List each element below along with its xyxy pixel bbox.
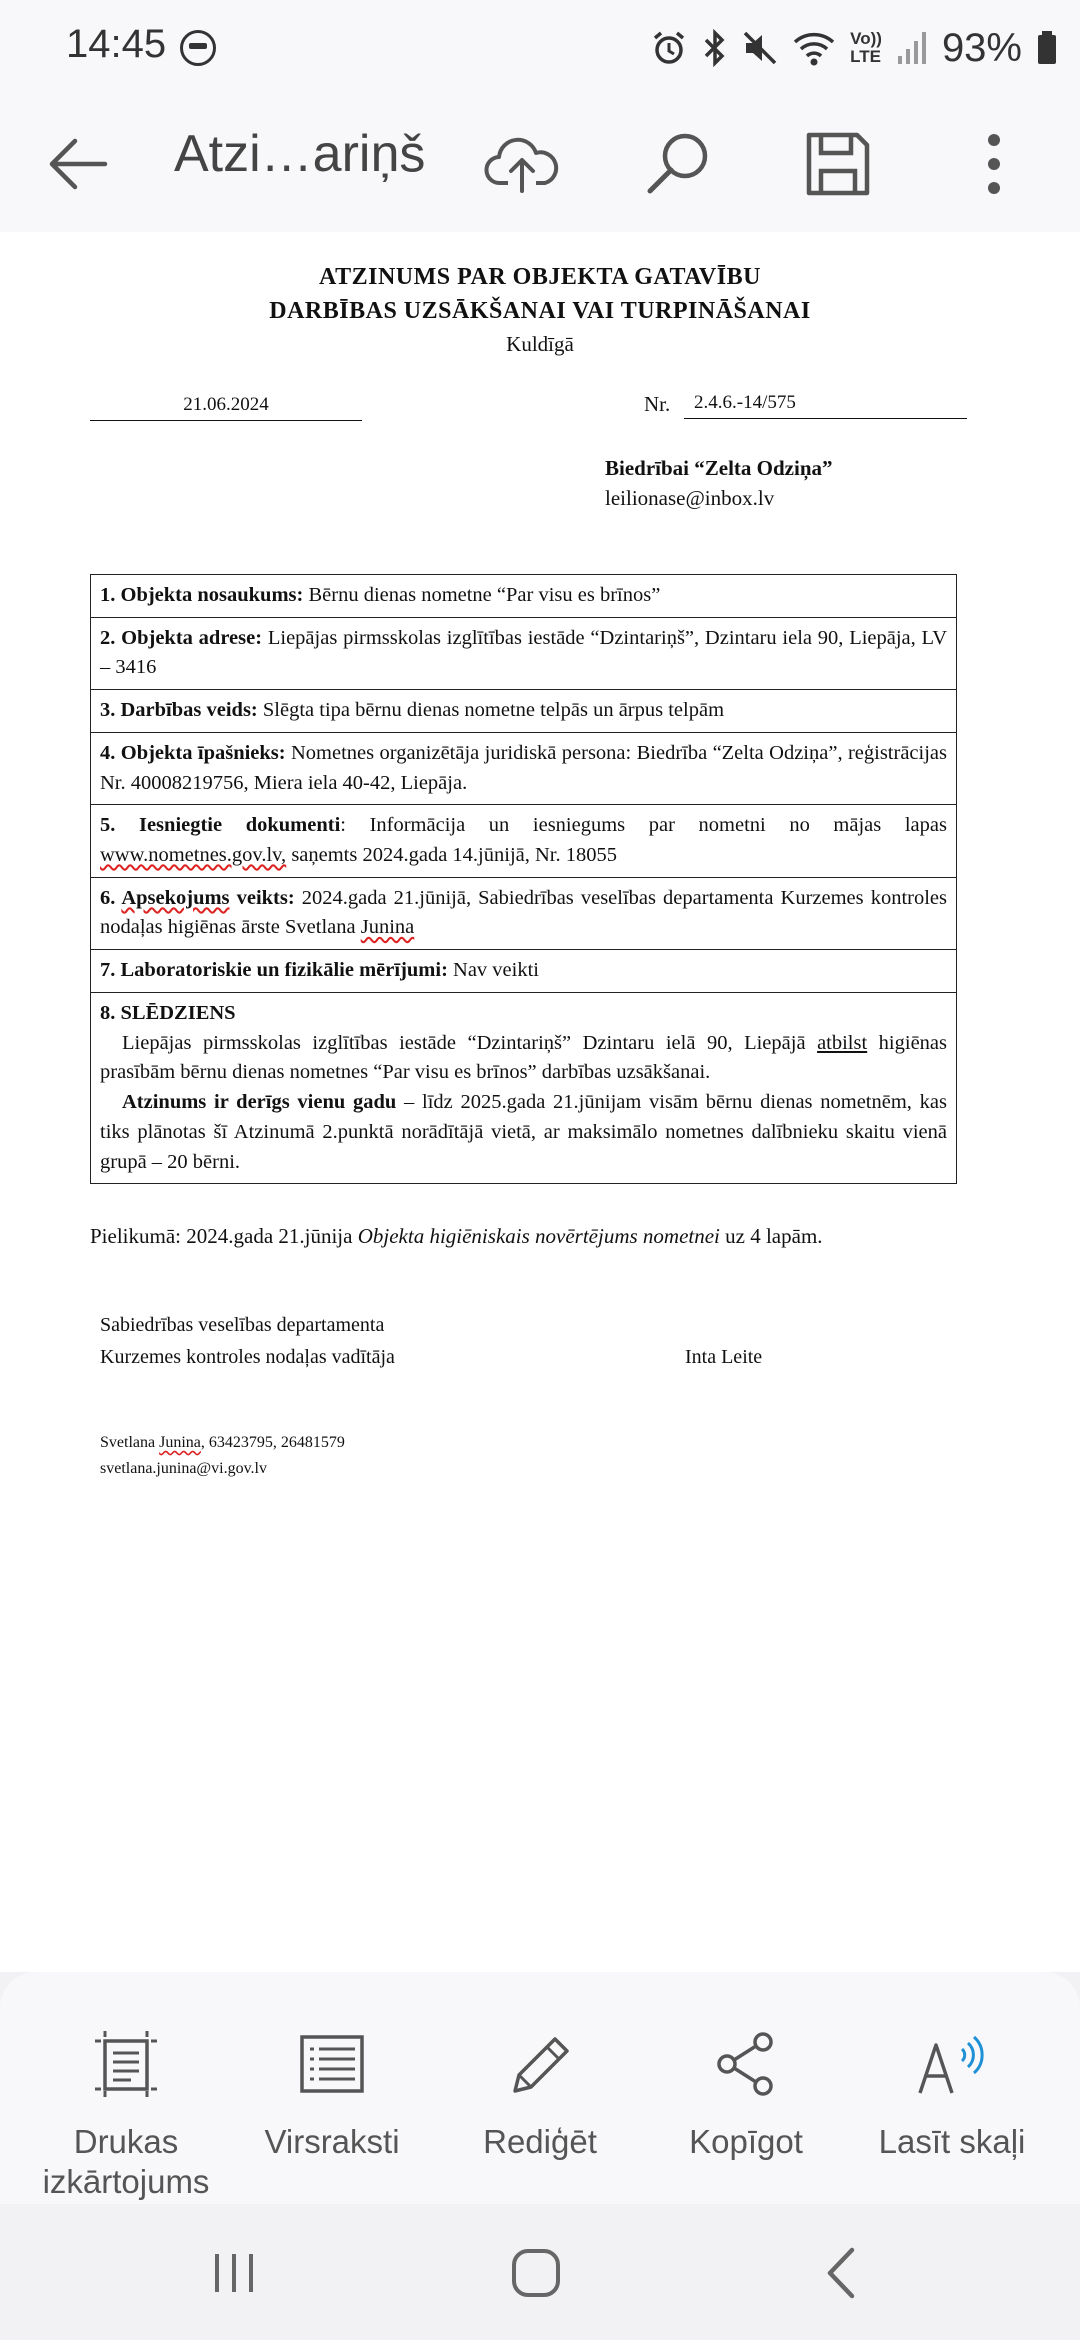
navigation-bar: [0, 2204, 1080, 2340]
table-row: [91, 950, 957, 993]
attachment-text: uz 4 lapām.: [719, 1224, 823, 1248]
doc-nr-value: 2.4.6.-14/575: [684, 392, 967, 419]
row-text: Liepājas pirmsskolas izglītības iestāde “Dzintariņš”, Dzintaru iela 90, Liepāja, LV – 3416: [100, 626, 947, 679]
edit-button[interactable]: [440, 2024, 640, 2162]
signer-name: Inta Leite: [685, 1346, 763, 1368]
face-icon: [180, 30, 216, 66]
table-row: [91, 877, 957, 949]
read-aloud-button[interactable]: [852, 2024, 1052, 2162]
website-link: www.nometnes.gov.lv,: [100, 844, 287, 867]
row-label-number: 6.: [100, 886, 122, 909]
row-label-rest: veikts:: [229, 886, 295, 909]
cloud-upload-icon: [484, 131, 560, 197]
conclusion-paragraph-1: [100, 1029, 947, 1088]
object-table: [90, 574, 957, 1184]
recipient-email: leilionase@inbox.lv: [605, 486, 775, 510]
validity-text: – līdz 2025.gada 21.jūnijam visām bērnu dienas nometnēm, kas tiks plānotas šī Atzinumā 2.punktā norādītājā vietā, ar maksimālo nometnes dalībnieku skaitu vienā grupā – 20 bērni.: [100, 1091, 947, 1173]
tool-label: Drukas: [73, 2123, 179, 2160]
row-label: 2. Objekta adrese:: [100, 626, 263, 649]
search-button[interactable]: [630, 116, 726, 212]
cloud-upload-button[interactable]: [474, 116, 570, 212]
document-viewer[interactable]: [0, 232, 1080, 1972]
signal-icon: [896, 30, 928, 66]
doc-date: 21.06.2024: [90, 394, 362, 421]
mute-icon: [742, 29, 778, 67]
table-row: [91, 992, 957, 1183]
battery-icon: [1036, 30, 1058, 66]
row-label: [100, 887, 295, 909]
tool-label: izkārtojums: [42, 2163, 210, 2200]
row-label: 5. Iesniegtie dokumenti: [100, 814, 341, 837]
table-row: [91, 732, 957, 804]
conclusion-heading: 8. SLĒDZIENS: [100, 1001, 236, 1024]
network-label-top: Vo)): [850, 29, 882, 48]
table-row: [91, 690, 957, 733]
doc-title-line1: ATZINUMS PAR OBJEKTA GATAVĪBU: [319, 264, 761, 290]
contact-phones: , 63423795, 26481579: [200, 1434, 345, 1451]
attachment-note: [90, 1224, 823, 1249]
table-row: [91, 575, 957, 618]
search-icon: [641, 127, 715, 201]
row-text: saņemts 2024.gada 14.jūnijā, Nr. 18055: [286, 844, 617, 867]
status-time: 14:45: [66, 22, 167, 66]
status-bar: [0, 0, 1080, 96]
save-icon: [804, 130, 872, 198]
alarm-icon: [650, 29, 688, 67]
headings-button[interactable]: [232, 2024, 432, 2162]
attachment-title: Objekta higiēniskais novērtējums nometnei: [357, 1224, 720, 1248]
bluetooth-icon: [702, 29, 728, 67]
app-bar: [0, 96, 1080, 232]
back-arrow-icon: [43, 129, 113, 199]
more-options-button[interactable]: [946, 116, 1042, 212]
tool-label: Virsraksti: [264, 2123, 400, 2160]
home-button[interactable]: [496, 2238, 576, 2308]
document-page: [0, 232, 1080, 1972]
headings-icon: [292, 2024, 372, 2104]
bottom-toolbar: [0, 1972, 1080, 2204]
document-title: Atzi…ariņš: [174, 125, 426, 183]
table-row: [91, 805, 957, 877]
wifi-icon: [792, 29, 836, 67]
back-button[interactable]: [30, 116, 126, 212]
row-text: Bērnu dienas nometne “Par visu es brīnos”: [303, 584, 661, 606]
row-text-surname: Junina: [360, 916, 415, 939]
signature-department: Sabiedrības veselības departamenta: [100, 1314, 385, 1336]
back-icon: [820, 2246, 860, 2300]
recents-button[interactable]: [194, 2238, 274, 2308]
battery-percent: 93%: [941, 25, 1022, 70]
doc-nr-label: Nr.: [644, 392, 671, 416]
tool-label: Kopīgot: [689, 2123, 803, 2160]
status-icons: [650, 18, 1058, 78]
row-label: 1. Objekta nosaukums:: [100, 584, 304, 606]
doc-title-line2: DARBĪBAS UZSĀKŠANAI VAI TURPINĀŠANAI: [269, 298, 811, 324]
read-aloud-icon: [912, 2024, 992, 2104]
contact-surname: Junina: [159, 1434, 201, 1451]
recipient-name: Biedrībai “Zelta Odziņa”: [605, 456, 833, 480]
row-label-word: Apsekojums: [121, 886, 230, 909]
nav-back-button[interactable]: [800, 2238, 880, 2308]
share-button[interactable]: [646, 2024, 846, 2162]
network-type: [850, 30, 882, 66]
row-label: 3. Darbības veids:: [100, 699, 258, 722]
conclusion-verdict: atbilst: [817, 1031, 868, 1054]
row-text: : Informācija un iesniegums par nometni no mājas lapas: [340, 814, 947, 837]
conclusion-paragraph-2: [100, 1088, 947, 1177]
print-layout-icon: [86, 2024, 166, 2104]
table-row: [91, 617, 957, 689]
row-label: 7. Laboratoriskie un fizikālie mērījumi:: [100, 959, 448, 982]
more-vertical-icon: [984, 132, 1004, 196]
save-button[interactable]: [790, 116, 886, 212]
row-text: Nometnes organizētāja juridiskā persona: Biedrība “Zelta Odziņa”, reģistrācijas Nr. 40008219756, Miera iela 40-42, Liepāja.: [100, 741, 947, 794]
attachment-text: Pielikumā: 2024.gada 21.jūnija: [90, 1224, 358, 1248]
contact-email: svetlana.junina@vi.gov.lv: [100, 1460, 267, 1477]
contact-line: [100, 1434, 345, 1452]
row-text: Slēgta tipa bērnu dienas nometne telpās un ārpus telpām: [257, 699, 725, 722]
row-text: 2024.gada 21.jūnijā, Sabiedrības veselības departamenta Kurzemes kontroles nodaļas higiēnas ārste Svetlana: [100, 886, 947, 939]
recents-icon: [209, 2250, 259, 2296]
pencil-icon: [500, 2024, 580, 2104]
signature-position: Kurzemes kontroles nodaļas vadītāja: [100, 1346, 395, 1368]
row-label: 4. Objekta īpašnieks:: [100, 741, 286, 764]
share-icon: [706, 2024, 786, 2104]
doc-city: Kuldīgā: [506, 332, 574, 356]
print-layout-button[interactable]: [26, 2024, 226, 2202]
conclusion-text: higiēnas prasībām bērnu dienas nometnes “Par visu es brīnos” darbības uzsākšanai.: [100, 1031, 948, 1084]
tool-label: Lasīt skaļi: [878, 2123, 1026, 2160]
row-text: Nav veikti: [447, 959, 539, 982]
tool-label: Rediģēt: [483, 2123, 597, 2160]
home-icon: [510, 2247, 562, 2299]
contact-name: Svetlana: [100, 1434, 160, 1451]
validity-statement: Atzinums ir derīgs vienu gadu: [122, 1091, 397, 1114]
network-label-bottom: LTE: [850, 47, 881, 66]
conclusion-text: Liepājas pirmsskolas izglītības iestāde “Dzintariņš” Dzintaru ielā 90, Liepājā: [122, 1031, 818, 1054]
